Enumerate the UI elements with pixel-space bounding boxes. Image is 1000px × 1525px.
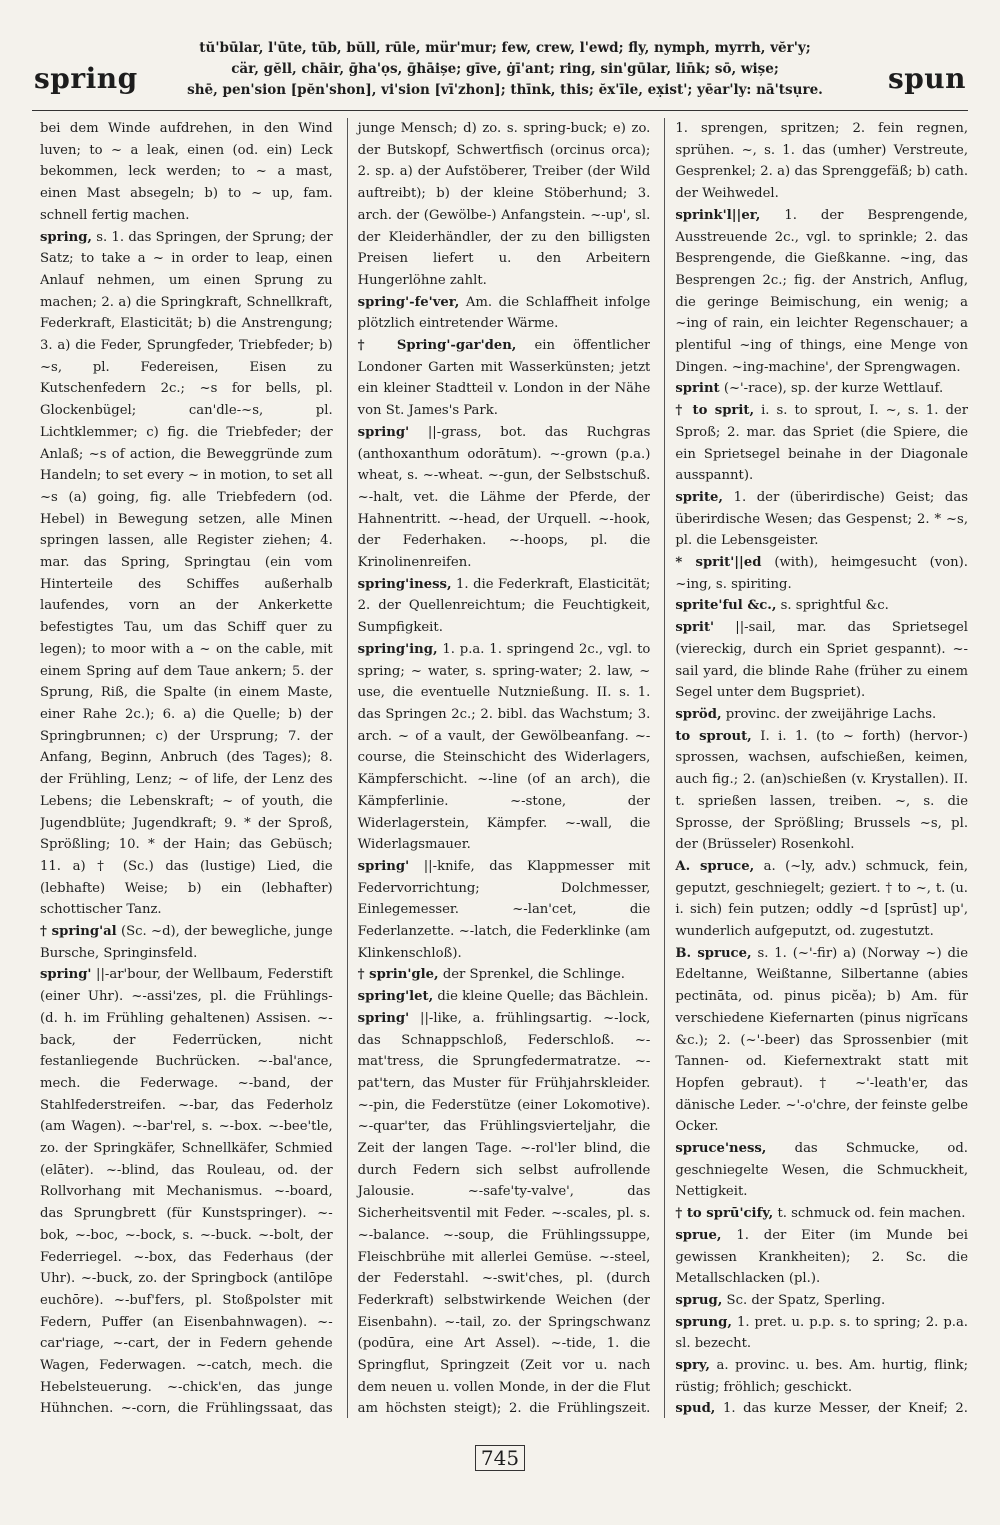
entry-definition: junge Mensch; d) zo. s. spring-buck; e) zo. der Butskopf, Schwertfisch (orcinus orca); 2. sp. a) der Aufstöberer, Treiber (der Wild auftreibt); b) der kleine Stöberhund; 3. arch. der (Gewölbe-) Anfangstein. ~-up', sl. der Kleiderhändler, der zu den billigsten Preisen liefert u. den Arbeitern Hungerlöhne zahlt. (357, 121, 651, 288)
dictionary-entry (675, 552, 968, 595)
headword: spring' (357, 424, 410, 440)
entry-definition: 1. p.a. 1. springend 2c., vgl. to spring; ~ water, s. spring-water; 2. law, ~ use, die eventuelle Nutznießung. II. s. 1. das Springen 2c.; 2. bibl. das Wachstum; 3. arch. ~ of a vault, der Gewölbeanfang. ~-course, die Steinschicht des Widerlagers, Kämpferschicht. ~-line (of an arch), die Kämpferlinie. ~-stone, der Widerlagerstein, Kämpfer. ~-wall, die Widerlagsmauer. (357, 641, 651, 853)
entry-definition: ||-sail, mar. das Sprietsegel (viereckig, durch ein Spriet gespannt). ~-sail yard, die blinde Rahe (früher zu einem Segel unter dem Bugspriet). (675, 620, 969, 701)
dictionary-entry (675, 1312, 968, 1355)
dictionary-entry (675, 118, 968, 205)
dictionary-entry (675, 205, 968, 379)
column-3 (664, 118, 968, 1418)
entry-definition: s. 1. (~'-fir) a) (Norway ~) die Edeltanne, Weißtanne, Silbertanne (abies pectināta, od. pinus picĕa); b) Am. für verschiedene Kiefernarten (pinus nigrĭcans &c.); 2. (~'-beer) das Sprossenbier (mit Tannen- od. Kiefernextrakt statt mit Hopfen gebraut). † ~'-leath'er, das dänische Leder. ~'-o'chre, der feinste gelbe Ocker. (675, 945, 969, 1135)
dictionary-entry (358, 986, 651, 1008)
headword: spry, (675, 1358, 710, 1374)
headword: spud, (675, 1401, 716, 1417)
entry-definition: (Sc. ~d), der bewegliche, junge Bursche, Springinsfeld. (40, 924, 333, 961)
dictionary-entry (675, 378, 968, 400)
page-number-label: 745 (475, 1445, 525, 1471)
entry-definition: (with), heimgesucht (von). ~ing, s. spiriting. (675, 555, 968, 592)
entry-definition: die kleine Quelle; das Bächlein. (437, 989, 649, 1005)
dictionary-entry (675, 726, 968, 856)
headword: A. spruce, (675, 858, 755, 874)
entry-definition: 1. sprengen, spritzen; 2. fein regnen, sprühen. ~, s. 1. das (umher) Verstreute, Gesprenkel; 2. a) das Sprenggefäß; b) cath. der Weihwedel. (675, 121, 969, 202)
headword: spring' (357, 1010, 410, 1026)
headword: * sprit'||ed (675, 555, 762, 571)
dictionary-entry (675, 1290, 968, 1312)
headword: spring, (40, 229, 93, 245)
dictionary-entry (358, 292, 651, 335)
entry-definition: i. s. to sprout, I. ~, s. 1. der Sproß; 2. mar. das Spriet (die Spiere, die ein Sprietsegel beinahe in der Diagonale ausspannt). (675, 403, 969, 484)
entry-definition: ||-grass, bot. das Ruchgras (anthoxanthum odorātum). ~-grown (p.a.) wheat, s. ~-wheat. ~-gun, der Selbstschuß. ~-halt, vet. die Lähme der Pferde, der Hahnentritt. ~-head, der Urquell. ~-hook, der Federhaken. ~-hoops, pl. die Krinolinenreifen. (357, 424, 651, 571)
entry-definition: bei dem Winde aufdrehen, in den Wind luven; to ~ a leak, einen (od. ein) Leck bekommen, leck werden; to ~ a mast, einen Mast absegeln; b) to ~ up, fam. schnell fertig machen. (40, 121, 333, 223)
headword: † to sprit, (675, 403, 755, 419)
dictionary-entry (675, 1398, 968, 1418)
dictionary-entry (675, 856, 968, 943)
entry-definition: provinc. der zweijährige Lachs. (725, 706, 937, 722)
dictionary-entry (358, 422, 651, 574)
entry-definition: der Sprenkel, die Schlinge. (442, 967, 625, 983)
dictionary-entry (358, 1008, 651, 1418)
dictionary-entry (358, 639, 651, 856)
headword: sprue, (675, 1227, 722, 1243)
entry-columns (40, 118, 968, 1418)
dictionary-entry (675, 943, 968, 1138)
entry-definition: ein öffentlicher Londoner Garten mit Wasserkünsten; jetzt ein kleiner Stadtteil v. London in der Nähe von St. James's Park. (357, 338, 651, 419)
dictionary-entry (675, 400, 968, 487)
entry-definition: a. provinc. u. bes. Am. hurtig, flink; rüstig; fröhlich; geschickt. (675, 1358, 969, 1395)
headword: spring'-fe'ver, (357, 294, 460, 310)
entry-definition: 1. der Eiter (im Munde bei gewissen Krankheiten); 2. Sc. die Metallschlacken (pl.). (675, 1227, 969, 1287)
dictionary-entry (675, 1138, 968, 1203)
dictionary-entry (675, 617, 968, 704)
column-2 (347, 118, 651, 1418)
entry-definition: ||-like, a. frühlingsartig. ~-lock, das Schnappschloß, Federschloß. ~-mat'tress, die Sprungfedermatratze. ~-pat'tern, das Muster für Frühjahrskleider. ~-pin, die Federstütze (einer Lokomotive). ~-quar'ter, das Frühlingsvierteljahr, die Zeit der langen Tage. ~-rol'ler blind, die durch Federn sich selbst aufrollende Jalousie. ~-safe'ty-valve', das Sicherheitsventil mit Feder. ~-scales, pl. s. ~-balance. ~-soup, die Frühlingssuppe, Fleischbrühe mit allerlei Gemüse. ~-steel, der Federstahl. ~-swit'ches, pl. (durch Federkraft) selbstwirkende Weichen (der Eisenbahn). ~-tail, zo. der Springschwanz (podūra, eine Art Assel). ~-tide, 1. die Springflut, Springzeit (Zeit vor u. nach dem neuen u. vollen Monde, in der die Flut am höchsten steigt); 2. die Frühlingszeit. (357, 1010, 651, 1417)
column-1 (40, 118, 333, 1418)
pronunciation-key (180, 38, 830, 101)
dictionary-entry (358, 856, 651, 965)
headword: spring' (40, 967, 92, 983)
headword: spring' (357, 858, 410, 874)
headword: to sprout, (675, 728, 752, 744)
headword: spring'let, (357, 989, 434, 1005)
pron-key-line: shē, pen'sion [pĕn'shon], vi'sion [vī'zhon]; thīnk, this; ĕx'īle, ex̣ist'; yēar'ly: nā'tsụre. (187, 82, 823, 98)
headword: sprite, (675, 489, 724, 505)
guide-word-left: spring (34, 62, 138, 95)
entry-definition: Sc. der Spatz, Sperling. (726, 1292, 886, 1308)
headword: sprung, (675, 1314, 732, 1330)
headword: spring'ing, (357, 641, 438, 657)
headword: sprite'ful &c., (675, 598, 777, 614)
headword: B. spruce, (675, 945, 752, 961)
dictionary-entry (675, 1203, 968, 1225)
headword: sprint (675, 381, 720, 397)
headword: † sprin'gle, (357, 967, 439, 983)
entry-definition: (~'-race), sp. der kurze Wettlauf. (723, 381, 944, 397)
pron-key-line: tŭ'būlar, l'ūte, tūb, bŭll, rūle, mür'mur; few, crew, l'ewd; fl̄y, nymph, myrrh, vĕr'y; (199, 40, 811, 56)
headword: spruce'ness, (675, 1141, 767, 1157)
dictionary-entry (675, 1355, 968, 1398)
entry-definition: 1. der Besprengende, Ausstreuende 2c., vgl. to sprinkle; 2. das Besprengende, die Gießkanne. ~ing, das Besprengen 2c.; fig. der Anstrich, Anflug, die geringe Beimischung, ein wenig; a ~ing of rain, ein leichter Regenschauer; a plentiful ~ing of things, eine Menge von Dingen. ~ing-machine', der Sprengwagen. (675, 207, 969, 375)
dictionary-entry (40, 227, 333, 922)
dictionary-entry (358, 574, 651, 639)
entry-definition: 1. pret. u. p.p. s. to spring; 2. p.a. sl. bezecht. (675, 1314, 969, 1352)
entry-definition: Am. die Schlaffheit infolge plötzlich eintretender Wärme. (357, 294, 651, 332)
entry-definition: I. i. 1. (to ~ forth) (hervor-) sprossen, wachsen, aufschießen, keimen, auch fig.; 2. (an)schießen (v. Krystallen). II. t. sprießen lassen, treiben. ~, s. die Sprosse, der Sprößling; Brussels ~s, pl. der (Brüsseler) Rosenkohl. (675, 728, 969, 853)
headword: † spring'al (40, 924, 117, 940)
dictionary-entry (675, 1225, 968, 1290)
pron-key-line: cär, gĕll, chāir, ḡha'ọs, ḡhāișe; gīve, ġī'ant; ring, sin'gūlar, lin̄k; sō, wișe; (231, 61, 779, 77)
headword: sprit' (675, 620, 715, 636)
headword: † to sprū'cify, (675, 1206, 774, 1222)
headword: † Spring'-gar'den, (357, 338, 517, 354)
dictionary-entry (675, 487, 968, 552)
dictionary-entry (675, 704, 968, 726)
dictionary-entry (40, 921, 333, 964)
headword: spring'iness, (357, 576, 452, 592)
dictionary-entry (675, 595, 968, 617)
entry-definition: ||-ar'bour, der Wellbaum, Federstift (einer Uhr). ~-assi'zes, pl. die Frühlings- (d. h. im Frühling gehaltenen) Assisen. ~-back, der Federrücken, nicht festanliegende Buchrücken. ~-bal'ance, mech. die Federwage. ~-band, der Stahlfederstreifen. ~-bar, das Federholz (am Wagen). ~-bar'rel, s. ~-box. ~-bee'tle, zo. der Springkäfer, Schnellkäfer, Schmied (elāter). ~-blind, das Rouleau, od. der Rollvorhang mit Mechanismus. ~-board, das Sprungbrett (für Kunstspringer). ~-bok, ~-boc, ~-bock, s. ~-buck. ~-bolt, der Federriegel. ~-box, das Federhaus (der Uhr). ~-buck, zo. der Springbock (antilōpe euchōre). ~-buf'fers, pl. Stoßpolster mit Federn, Puffer (an Eisenbahnwagen). ~-car'riage, ~-cart, der in Federn gehende Wagen, Federwagen. ~-catch, mech. die Hebelsteuerung. ~-chick'en, das junge Hühnchen. ~-corn, die Frühlingssaat, das (40, 967, 333, 1417)
dictionary-entry (358, 335, 651, 422)
headword: sprug, (675, 1292, 723, 1308)
dictionary-entry (358, 118, 651, 292)
entry-definition: s. sprightful &c. (780, 598, 889, 614)
dictionary-entry (40, 118, 333, 227)
entry-definition: das Schmucke, od. geschniegelte Wesen, die Schmuckheit, Nettigkeit. (675, 1141, 969, 1200)
dictionary-entry (358, 964, 651, 986)
entry-definition: ||-knife, das Klappmesser mit Federvorrichtung; Dolchmesser, Einlegemesser. ~-lan'cet, die Federlanzette. ~-latch, die Federklinke (am Klinkenschloß). (357, 858, 651, 961)
page-number (0, 1446, 1000, 1470)
headword: sprink'l||er, (675, 207, 761, 223)
entry-definition: 1. der (überirdische) Geist; das überirdische Wesen; das Gespenst; 2. * ~s, pl. die Lebensgeister. (675, 489, 969, 549)
header-rule (32, 110, 968, 111)
headword: spröd, (675, 706, 722, 722)
entry-definition: 1. das kurze Messer, der Kneif; 2. (722, 1401, 968, 1417)
dictionary-entry (40, 964, 333, 1418)
guide-word-right: spun (887, 62, 966, 95)
entry-definition: a. (~ly, adv.) schmuck, fein, geputzt, geschniegelt; geziert. † to ~, t. (u. i. sich) fein putzen; oddly ~d [sprūst] up', wunderlich aufgeputzt, od. zugestutzt. (675, 858, 969, 940)
entry-definition: s. 1. das Springen, der Sprung; der Satz; to take a ~ in order to leap, einen Anlauf nehmen, um einen Sprung zu machen; 2. a) die Springkraft, Schnellkraft, Federkraft, Elasticität; b) die Anstrengung; 3. a) die Feder, Sprungfeder, Triebfeder; b) ~s, pl. Federeisen, Eisen zu Kutschenfedern 2c.; ~s for bells, pl. Glockenbügel; can'dle-~s, pl. Lichtklemmer; c) fig. die Triebfeder; der Anlaß; ~s of action, die Beweggründe zum Handeln; to set every ~ in motion, to set all ~s (a) going, fig. alle Triebfedern (od. Hebel) in Bewegung setzen, alle Minen springen lassen, alle Register ziehen; 4. mar. das Spring, Springtau (ein vom Hinterteile des Schiffes außerhalb laufendes, vorn an der Ankerkette befestigtes Tau, um das Schiff quer zu legen); to moor with a ~ on the cable, mit einem Spring auf dem Taue ankern; 5. der Sprung, Riß, die Spalte (in einem Maste, einer Rahe 2c.); 6. a) die Quelle; b) der Springbrunnen; c) der Ursprung; 7. der Anfang, Beginn, Anbruch (des Tages); 8. der Frühling, Lenz; ~ of life, der Lenz des Lebens; die Lebenskraft; ~ of youth, die Jugendblüte; Jugendkraft; 9. * der Sproß, Sprößling; 10. * der Hain; das Gebüsch; 11. a) † (Sc.) das (lustige) Lied, die (lebhafte) Weise; b) ein (lebhafter) schottischer Tanz. (40, 229, 333, 918)
entry-definition: 1. die Federkraft, Elasticität; 2. der Quellenreichtum; die Feuchtigkeit, Sumpfigkeit. (357, 576, 651, 636)
entry-definition: t. schmuck od. fein machen. (777, 1206, 966, 1222)
